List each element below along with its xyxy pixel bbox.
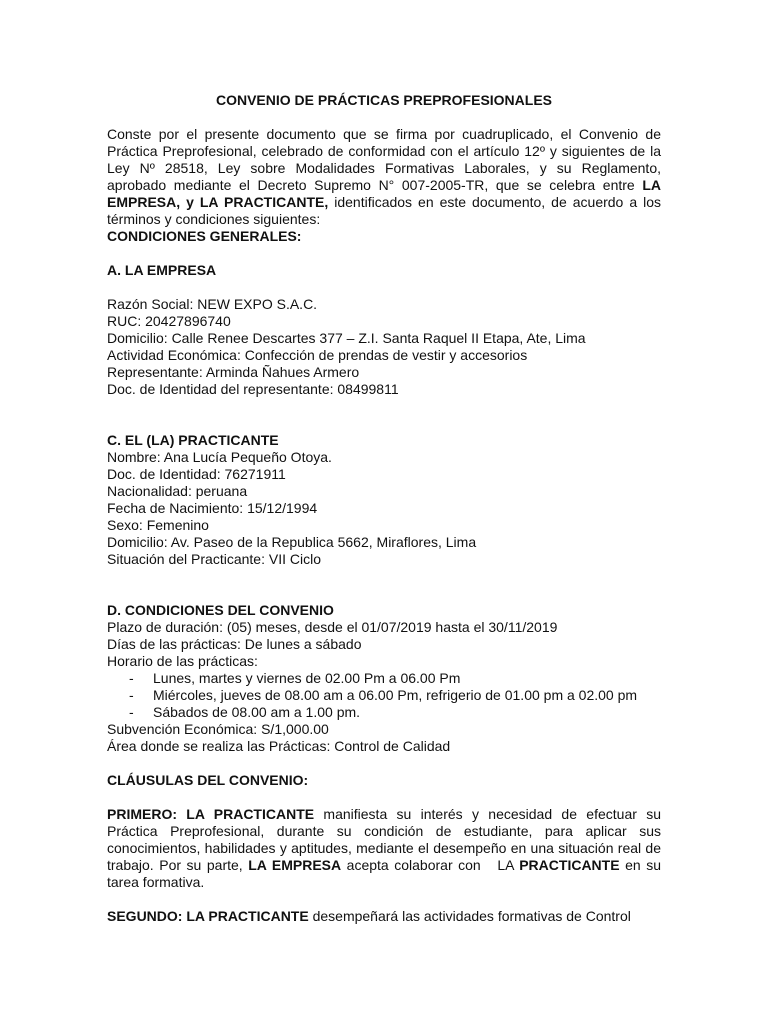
horario-item-text: Lunes, martes y viernes de 02.00 Pm a 06.00 Pm xyxy=(153,670,461,686)
intro-text-2: identificados en este documento, de acuerdo a los términos y condiciones siguientes: xyxy=(107,194,661,227)
empresa-domicilio: Domicilio: Calle Renee Descartes 377 – Z.I. Santa Raquel II Etapa, Ate, Lima xyxy=(107,330,586,346)
document-page xyxy=(107,84,661,925)
horario-item xyxy=(107,704,661,721)
empresa-representante: Representante: Arminda Ñahues Armero xyxy=(107,364,360,380)
clausula-primero-empresa: LA EMPRESA xyxy=(248,857,342,873)
clausula-primero-text-3: en su tarea formativa. xyxy=(107,857,661,890)
practicante-nombre: Nombre: Ana Lucía Pequeño Otoya. xyxy=(107,449,332,465)
clausula-primero-text-1: manifiesta su interés y necesidad de efectuar su Práctica Preprofesional, durante su condición de estudiante, para aplicar sus conocimientos, habilidades y aptitudes, mediante el desempeño en una situación real de trabajo. Por su parte, xyxy=(107,806,661,873)
horario-item xyxy=(107,687,661,704)
horario-item xyxy=(107,670,661,687)
empresa-actividad: Actividad Económica: Confección de prendas de vestir y accesorios xyxy=(107,347,528,363)
clausula-primero-lead: PRIMERO: LA PRACTICANTE xyxy=(107,806,315,822)
clausula-segundo xyxy=(107,908,661,925)
condiciones-horario: Horario de las prácticas: xyxy=(107,653,258,669)
practicante-doc: Doc. de Identidad: 76271911 xyxy=(107,466,286,482)
practicante-nacimiento: Fecha de Nacimiento: 15/12/1994 xyxy=(107,500,318,516)
clausula-segundo-text: desempeñará las actividades formativas de Control xyxy=(308,908,631,924)
practicante-situacion: Situación del Practicante: VII Ciclo xyxy=(107,551,321,567)
condiciones-heading: D. CONDICIONES DEL CONVENIO xyxy=(107,602,334,618)
intro-text-1: Conste por el presente documento que se firma por cuadruplicado, el Convenio de Práctica Preprofesional, celebrado de conformidad con el artículo 12º y siguientes de la Ley Nº 28518, Ley sobre Modalidades Formativas Laborales, y su Reglamento, aprobado mediante el Decreto Supremo N° 007-2005-TR, que se celebra entre xyxy=(107,126,661,193)
practicante-nacionalidad: Nacionalidad: peruana xyxy=(107,483,248,499)
bullet-dash: - xyxy=(129,670,134,686)
horario-item-text: Sábados de 08.00 am a 1.00 pm. xyxy=(153,704,361,720)
clausula-primero-practicante: PRACTICANTE xyxy=(519,857,620,873)
condiciones-area: Área donde se realiza las Prácticas: Control de Calidad xyxy=(107,738,451,754)
empresa-heading: A. LA EMPRESA xyxy=(107,262,217,278)
empresa-razon-social: Razón Social: NEW EXPO S.A.C. xyxy=(107,296,318,312)
condiciones-subvencion: Subvención Económica: S/1,000.00 xyxy=(107,721,329,737)
intro-paragraph xyxy=(107,126,661,228)
bullet-dash: - xyxy=(129,687,134,703)
condiciones-dias: Días de las prácticas: De lunes a sábado xyxy=(107,636,362,652)
clausula-segundo-lead: SEGUNDO: LA PRACTICANTE xyxy=(107,908,309,924)
general-conditions-heading: CONDICIONES GENERALES: xyxy=(107,228,302,244)
empresa-doc-representante: Doc. de Identidad del representante: 08499811 xyxy=(107,381,399,397)
bullet-dash: - xyxy=(129,704,134,720)
practicante-domicilio: Domicilio: Av. Paseo de la Republica 5662, Miraflores, Lima xyxy=(107,534,477,550)
clausula-primero xyxy=(107,806,661,891)
practicante-heading: C. EL (LA) PRACTICANTE xyxy=(107,432,279,448)
empresa-ruc: RUC: 20427896740 xyxy=(107,313,231,329)
intro-parties: LA EMPRESA, y LA PRACTICANTE, xyxy=(107,177,661,210)
practicante-sexo: Sexo: Femenino xyxy=(107,517,209,533)
condiciones-plazo: Plazo de duración: (05) meses, desde el 01/07/2019 hasta el 30/11/2019 xyxy=(107,619,558,635)
clausula-primero-text-2: acepta colaborar con LA xyxy=(341,857,520,873)
document-title: CONVENIO DE PRÁCTICAS PREPROFESIONALES xyxy=(215,92,553,108)
horario-item-text: Miércoles, jueves de 08.00 am a 06.00 Pm, refrigerio de 01.00 pm a 02.00 pm xyxy=(153,687,638,703)
clausulas-heading: CLÁUSULAS DEL CONVENIO: xyxy=(107,772,309,788)
